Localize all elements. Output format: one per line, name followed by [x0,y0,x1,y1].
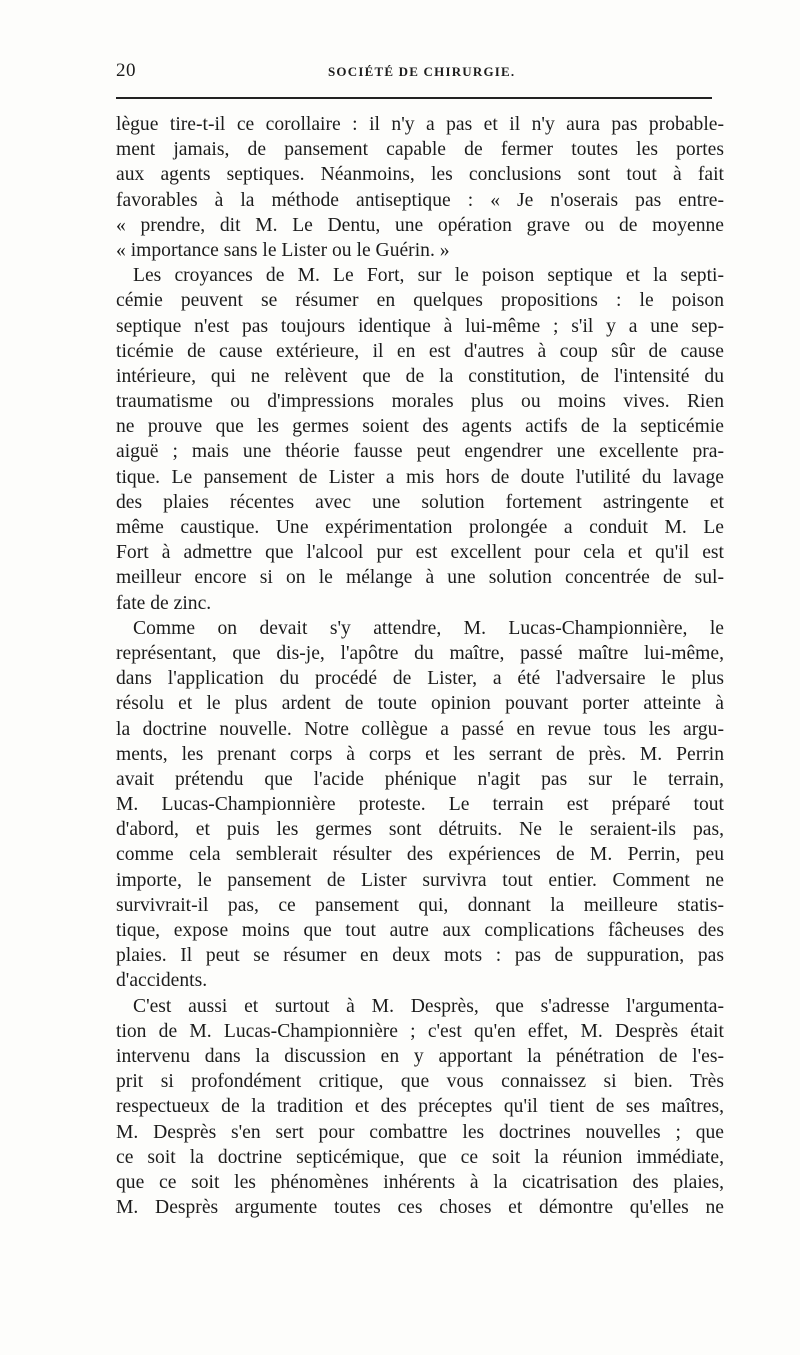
text-line: avait prétendu que l'acide phénique n'agit pas sur le terrain, [116,768,724,790]
header-rule [116,97,712,99]
page-header [116,60,724,90]
text-line: Comme on devait s'y attendre, M. Lucas-Championnière, le [133,617,724,639]
text-line: meilleur encore si on le mélange à une solution concentrée de sul- [116,567,724,589]
text-line: ne prouve que les germes soient des agents actifs de la septicémie [116,416,724,438]
text-line: intervenu dans la discussion en y apportant la pénétration de l'es- [116,1045,724,1067]
text-line: M. Desprès s'en sert pour combattre les doctrines nouvelles ; que [116,1121,724,1143]
text-line: tion de M. Lucas-Championnière ; c'est qu'en effet, M. Desprès était [116,1020,724,1042]
text-line: Fort à admettre que l'alcool pur est excellent pour cela et qu'il est [116,542,724,564]
text-line: résolu et le plus ardent de toute opinion pouvant porter atteinte à [116,693,724,715]
body-text [116,112,724,1220]
text-line: M. Desprès argumente toutes ces choses et démontre qu'elles ne [116,1197,724,1219]
text-line: septique n'est pas toujours identique à lui-même ; s'il y a une sep- [116,315,724,337]
running-head: SOCIÉTÉ DE CHIRURGIE. [328,64,516,79]
text-line: tique. Le pansement de Lister a mis hors de doute l'utilité du lavage [116,466,724,488]
text-line: représentant, que dis-je, l'apôtre du maître, passé maître lui-même, [116,642,724,664]
text-line: cémie peuvent se résumer en quelques propositions : le poison [116,290,724,312]
text-line: que ce soit les phénomènes inhérents à la cicatrisation des plaies, [116,1171,724,1193]
text-line: ments, les prenant corps à corps et les serrant de près. M. Perrin [116,743,724,765]
text-line: survivrait-il pas, ce pansement qui, donnant la meilleure statis- [116,894,724,916]
text-line: tique, expose moins que tout autre aux complications fâcheuses des [116,920,724,941]
text-line: aiguë ; mais une théorie fausse peut engendrer une excellente pra- [116,441,724,463]
text-line: favorables à la méthode antiseptique : « Je n'oserais pas entre- [116,189,724,211]
text-line: fate de zinc. [116,592,212,614]
text-line: plaies. Il peut se résumer en deux mots : pas de suppuration, pas [116,945,724,967]
text-line: la doctrine nouvelle. Notre collègue a passé en revue tous les argu- [116,718,724,740]
text-line: comme cela semblerait résulter des expériences de M. Perrin, peu [116,844,724,866]
text-line: intérieure, qui ne relèvent que de la constitution, de l'intensité du [116,365,724,387]
text-line: prit si profondément critique, que vous connaissez si bien. Très [116,1071,724,1093]
text-line: respectueux de la tradition et des préceptes qu'il tient de ses maîtres, [116,1096,724,1118]
text-line: des plaies récentes avec une solution fortement astringente et [116,491,724,513]
text-line: « importance sans le Lister ou le Guérin. » [116,239,450,261]
text-line: « prendre, dit M. Le Dentu, une opération grave ou de moyenne [116,214,724,236]
text-line: d'accidents. [116,970,208,992]
text-line: ticémie de cause extérieure, il en est d'autres à coup sûr de cause [116,340,724,362]
text-line: aux agents septiques. Néanmoins, les conclusions sont tout à fait [116,164,724,186]
text-line: traumatisme ou d'impressions morales plus ou moins vives. Rien [116,391,724,413]
page-number: 20 [116,60,136,81]
text-line: M. Lucas-Championnière proteste. Le terrain est préparé tout [116,794,724,816]
text-line: C'est aussi et surtout à M. Desprès, que s'adresse l'argumenta- [133,995,724,1017]
text-line: ce soit la doctrine septicémique, que ce soit la réunion immédiate, [116,1146,724,1168]
text-line: même caustique. Une expérimentation prolongée a conduit M. Le [116,517,724,538]
text-line: ment jamais, de pansement capable de fermer toutes les portes [116,139,724,161]
text-line: importe, le pansement de Lister survivra tout entier. Comment ne [116,869,724,891]
text-line: lègue tire-t-il ce corollaire : il n'y a pas et il n'y aura pas probable- [116,114,724,135]
text-line: d'abord, et puis les germes sont détruits. Ne le seraient-ils pas, [116,819,724,841]
text-line: dans l'application du procédé de Lister, a été l'adversaire le plus [116,668,724,690]
text-line: Les croyances de M. Le Fort, sur le poison septique et la septi- [133,265,724,287]
